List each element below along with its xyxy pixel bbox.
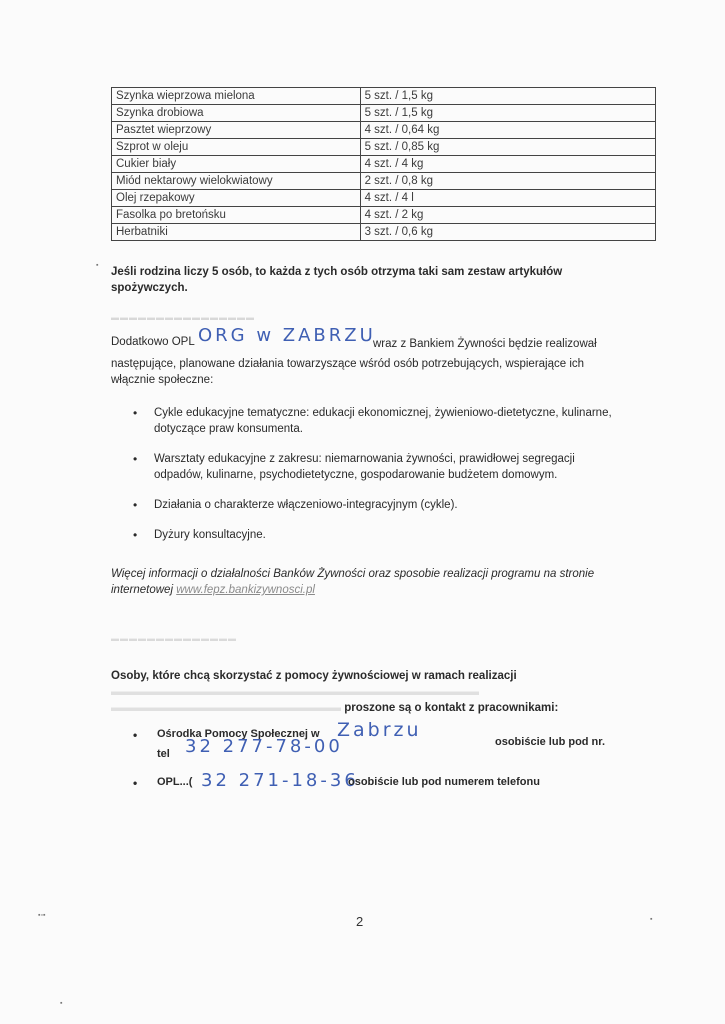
handwritten-city: Zabrzu [337,719,422,741]
list-item: • Działania o charakterze włączeniowo-integracyjnym (cykle). [133,498,458,512]
table-row [112,190,656,207]
faded-program-text-2: ▬▬▬▬▬▬▬▬▬▬▬▬▬▬▬▬▬▬▬▬ [111,702,341,714]
product-name-cell: Pasztet wieprzowy [112,122,361,139]
intro-paragraph [111,325,619,388]
product-name-cell: Miód nektarowy wielokwiatowy [112,173,361,190]
handwritten-org-name: ORG w ZABRZU [198,325,376,346]
faded-section-heading-2: ▬▬▬▬▬▬▬▬▬▬▬▬▬▬ [111,634,237,643]
handwritten-phone-1: 32 277-78-00 [185,736,343,757]
list-item: • Warsztaty edukacyjne z zakresu: niemarnowania żywności, prawidłowej segregacji odpadów, kulinarne, psychodietetyczne, gospodarowanie budżetem domowym. [133,452,575,481]
product-name-cell: Olej rzepakowy [112,190,361,207]
intro-suffix: wraz z Bankiem Żywności będzie realizował [373,338,597,350]
quantity-cell: 4 szt. / 0,64 kg [360,122,655,139]
bullet-icon: • [133,728,138,742]
table-row [112,105,656,122]
ops-label: Ośrodka Pomocy Społecznej w [157,728,320,740]
faded-section-heading: ▬▬▬▬▬▬▬▬▬▬▬▬▬▬▬▬ [111,313,255,322]
table-row [112,224,656,241]
quantity-cell: 3 szt. / 0,6 kg [360,224,655,241]
product-name-cell: Szynka wieprzowa mielona [112,88,361,105]
handwritten-phone-2: 32 271-18-36 [201,770,359,791]
table-row [112,207,656,224]
table-row [112,88,656,105]
product-name-cell: Herbatniki [112,224,361,241]
quantity-cell: 2 szt. / 0,8 kg [360,173,655,190]
bullet-icon: • [133,498,138,512]
faded-program-text: ▬▬▬▬▬▬▬▬▬▬▬▬▬▬▬▬▬▬▬▬▬▬▬▬▬▬▬▬▬▬▬▬ [111,686,479,698]
bullet-icon: • [133,528,138,542]
contact-paragraph [111,668,621,716]
quantity-cell: 4 szt. / 4 kg [360,156,655,173]
table-row [112,139,656,156]
page-number: 2 [356,914,364,929]
food-package-table [111,87,656,241]
quantity-cell: 4 szt. / 4 l [360,190,655,207]
quantity-cell: 5 szt. / 1,5 kg [360,105,655,122]
intro-body: następujące, planowane działania towarzyszące wśród osób potrzebujących, wspierające ich włącznie społeczne: [111,358,585,386]
scan-speck: ▪ [96,262,99,269]
product-name-cell: Cukier biały [112,156,361,173]
opl-label: OPL...( [157,776,193,788]
activities-list [133,405,623,557]
bullet-icon: • [133,406,138,420]
scan-speck: ▪ [650,916,653,923]
bullet-icon: • [133,776,138,790]
contact-lead: Osoby, które chcą skorzystać z pomocy żywnościowej w ramach realizacji [111,670,517,682]
quantity-cell: 5 szt. / 0,85 kg [360,139,655,156]
more-info-paragraph [111,566,621,598]
contact-tail: proszone są o kontakt z pracownikami: [344,702,559,714]
list-item [133,719,623,774]
tel-label: tel [157,748,170,760]
table-row [112,156,656,173]
scan-speck: ▪▫▪ [38,912,46,919]
scan-speck: ▪ [60,1000,63,1007]
opl-suffix: osobiście lub pod numerem telefonu [348,776,540,788]
contact-list [133,719,623,800]
intro-prefix: Dodatkowo OPL [111,336,195,348]
product-name-cell: Szprot w oleju [112,139,361,156]
quantity-cell: 5 szt. / 1,5 kg [360,88,655,105]
table-row [112,173,656,190]
list-item [133,770,623,800]
family-note: Jeśli rodzina liczy 5 osób, to każda z tych osób otrzyma taki sam zestaw artykułów spożywczych. [111,266,563,294]
list-item: • Dyżury konsultacyjne. [133,528,266,542]
bullet-icon: • [133,452,138,466]
list-item: • Cykle edukacyjne tematyczne: edukacji ekonomicznej, żywieniowo-dietetyczne, kulinarne, dotyczące praw konsumenta. [133,406,612,435]
more-info-text: Więcej informacji o działalności Banków Żywności oraz sposobie realizacji programu na stronie internetowej [111,568,595,596]
table-row [112,122,656,139]
quantity-cell: 4 szt. / 2 kg [360,207,655,224]
product-name-cell: Szynka drobiowa [112,105,361,122]
product-name-cell: Fasolka po bretońsku [112,207,361,224]
website-link[interactable]: www.fepz.bankizywnosci.pl [176,584,315,596]
ops-suffix: osobiście lub pod nr. [495,736,606,748]
